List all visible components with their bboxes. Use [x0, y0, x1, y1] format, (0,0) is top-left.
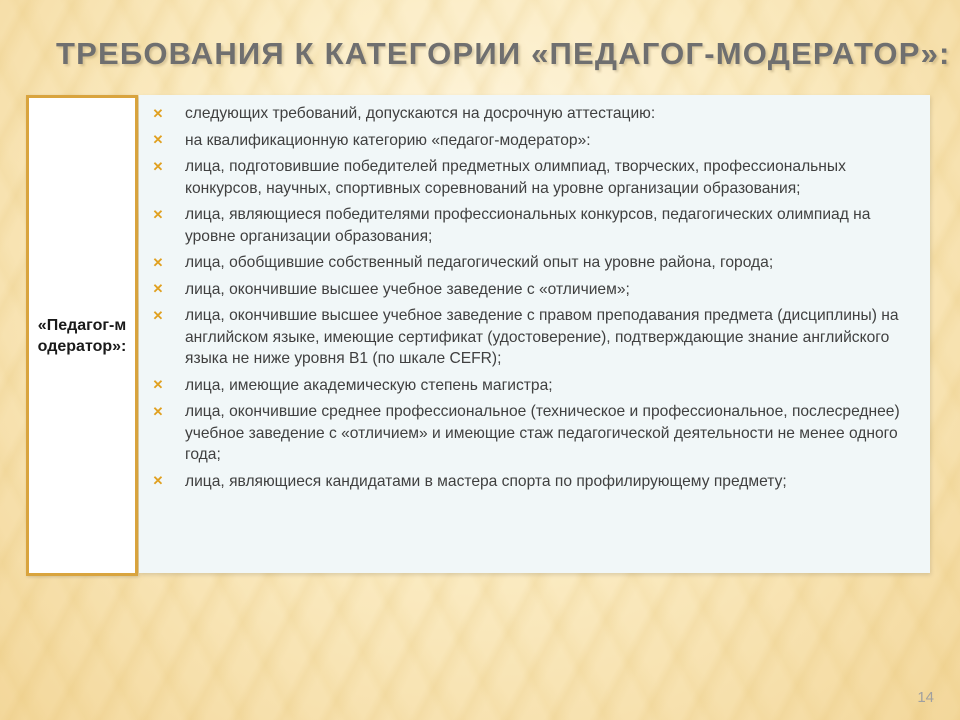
list-item [149, 204, 920, 247]
list-item [149, 103, 920, 125]
list-item [149, 375, 920, 397]
list-item [149, 471, 920, 493]
x-cross-bullet-icon: ✕ [152, 281, 164, 297]
list-item [149, 130, 920, 152]
list-item [149, 156, 920, 199]
x-cross-bullet-icon: ✕ [152, 105, 164, 121]
x-cross-bullet-icon: ✕ [152, 132, 164, 148]
list-item [149, 279, 920, 301]
requirement-text: лица, обобщившие собственный педагогический опыт на уровне района, города; [185, 254, 774, 271]
requirement-text: лица, имеющие академическую степень магистра; [185, 376, 553, 394]
requirement-text: лица, являющиеся кандидатами в мастера спорта по профилирующему предмету; [185, 472, 787, 490]
slide-title: ТРЕБОВАНИЯ К КАТЕГОРИИ «ПЕДАГОГ-МОДЕРАТОР»: [56, 36, 951, 71]
requirement-text: следующих требований, допускаются на досрочную аттестацию: [185, 105, 656, 122]
requirement-text: лица, являющиеся победителями профессиональных конкурсов, педагогических олимпиад на уровне организации образования; [185, 206, 871, 245]
x-cross-bullet-icon: ✕ [152, 377, 164, 393]
requirement-text: лица, окончившие высшее учебное заведение с «отличием»; [185, 280, 630, 298]
requirement-text: лица, окончившие высшее учебное заведение с правом преподавания предмета (дисциплины) на английском языке, имеющие сертификат (удостоверение), подтверждающие знание английского языка не ниже уровня B1 (по шкале CEFR); [185, 307, 899, 367]
x-cross-bullet-icon: ✕ [152, 403, 164, 419]
list-item [149, 252, 920, 274]
requirement-text: лица, подготовившие победителей предметных олимпиад, творческих, профессиональных конкурсов, научных, спортивных соревнований на уровне организации образования; [185, 158, 846, 197]
requirements-list [139, 95, 930, 492]
list-item [149, 401, 920, 466]
requirement-text: на квалификационную категорию «педагог-модератор»: [185, 131, 591, 149]
x-cross-bullet-icon: ✕ [152, 158, 164, 174]
requirements-panel [139, 95, 930, 573]
x-cross-bullet-icon: ✕ [152, 254, 164, 270]
category-label-box [26, 95, 138, 576]
list-item [149, 305, 920, 370]
category-label: «Педагог-модератор»: [37, 316, 127, 355]
x-cross-bullet-icon: ✕ [152, 307, 164, 323]
x-cross-bullet-icon: ✕ [152, 206, 164, 222]
page-number: 14 [917, 689, 934, 706]
requirement-text: лица, окончившие среднее профессиональное (техническое и профессиональное, послесреднее) учебное заведение с «отличием» и имеющие стаж педагогической деятельности не менее одного года; [185, 403, 900, 463]
x-cross-bullet-icon: ✕ [152, 473, 164, 489]
